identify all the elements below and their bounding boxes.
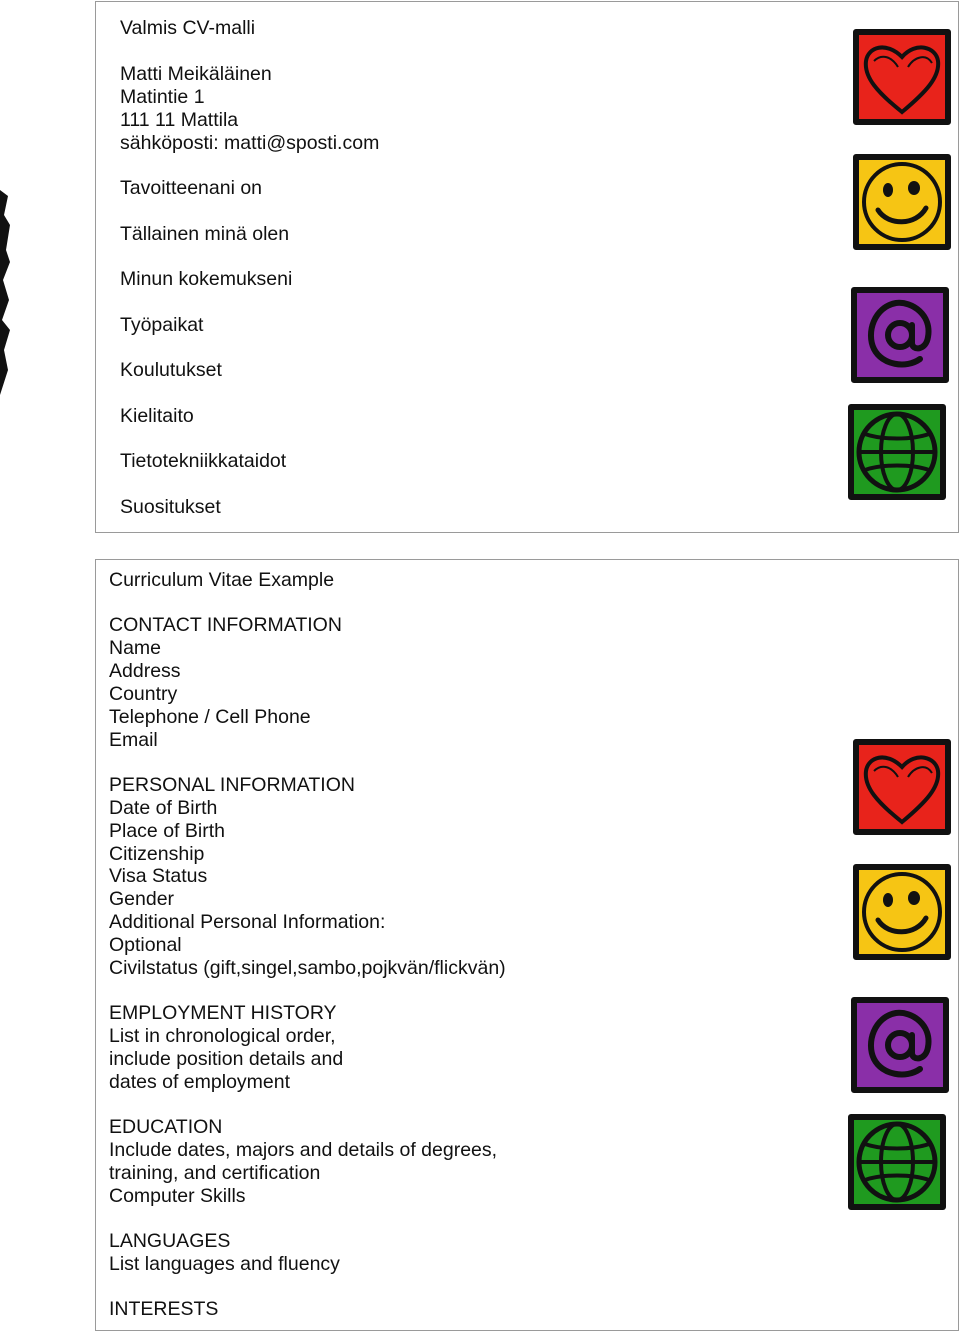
languages-note: List languages and fluency <box>109 1253 340 1275</box>
heart-icon <box>852 27 952 127</box>
field-place-of-birth: Place of Birth <box>109 820 225 842</box>
section-objective: Tavoitteenani on <box>120 177 263 199</box>
section-references: Suositukset <box>120 496 221 518</box>
globe-icon <box>847 1112 947 1212</box>
field-computer-skills: Computer Skills <box>109 1185 246 1207</box>
section-experience: Minun kokemukseni <box>120 268 293 290</box>
section-heading-employment: EMPLOYMENT HISTORY <box>109 1002 337 1024</box>
education-note-line-2: training, and certification <box>109 1162 321 1184</box>
at-sign-icon <box>850 995 950 1095</box>
heart-icon <box>852 737 952 837</box>
employment-note-line-1: List in chronological order, <box>109 1025 336 1047</box>
section-languages: Kielitaito <box>120 405 194 427</box>
section-heading-personal: PERSONAL INFORMATION <box>109 774 355 796</box>
cv-title: Valmis CV-malli <box>120 17 256 39</box>
section-education: Koulutukset <box>120 359 222 381</box>
section-heading-contact: CONTACT INFORMATION <box>109 614 342 636</box>
finnish-cv-card <box>95 1 959 533</box>
cv-title: Curriculum Vitae Example <box>109 569 335 591</box>
field-name: Name <box>109 637 162 659</box>
section-heading-languages: LANGUAGES <box>109 1230 231 1252</box>
name-line: Matti Meikäläinen <box>120 63 272 85</box>
education-note-line-1: Include dates, majors and details of degrees, <box>109 1139 498 1161</box>
field-civil-status: Civilstatus (gift,singel,sambo,pojkvän/flickvän) <box>109 957 506 979</box>
field-country: Country <box>109 683 178 705</box>
section-heading-education: EDUCATION <box>109 1116 223 1138</box>
smiley-icon <box>852 152 952 252</box>
english-cv-card <box>95 559 959 1331</box>
section-it-skills: Tietotekniikkataidot <box>120 450 287 472</box>
decorative-edge-mark <box>0 0 14 400</box>
section-heading-interests: INTERESTS <box>109 1298 219 1320</box>
section-about-me: Tällainen minä olen <box>120 223 290 245</box>
employment-note-line-3: dates of employment <box>109 1071 291 1093</box>
at-sign-icon <box>850 285 950 385</box>
field-visa-status: Visa Status <box>109 865 208 887</box>
employment-note-line-2: include position details and <box>109 1048 344 1070</box>
globe-icon <box>847 402 947 502</box>
field-citizenship: Citizenship <box>109 843 205 865</box>
field-additional-info: Additional Personal Information: <box>109 911 386 933</box>
street-line: Matintie 1 <box>120 86 205 108</box>
field-date-of-birth: Date of Birth <box>109 797 218 819</box>
email-line: sähköposti: matti@sposti.com <box>120 132 380 154</box>
field-optional: Optional <box>109 934 182 956</box>
city-line: 111 11 Mattila <box>120 109 239 131</box>
field-phone: Telephone / Cell Phone <box>109 706 311 728</box>
smiley-icon <box>852 862 952 962</box>
section-workplaces: Työpaikat <box>120 314 204 336</box>
field-email: Email <box>109 729 158 751</box>
field-address: Address <box>109 660 181 682</box>
field-gender: Gender <box>109 888 175 910</box>
